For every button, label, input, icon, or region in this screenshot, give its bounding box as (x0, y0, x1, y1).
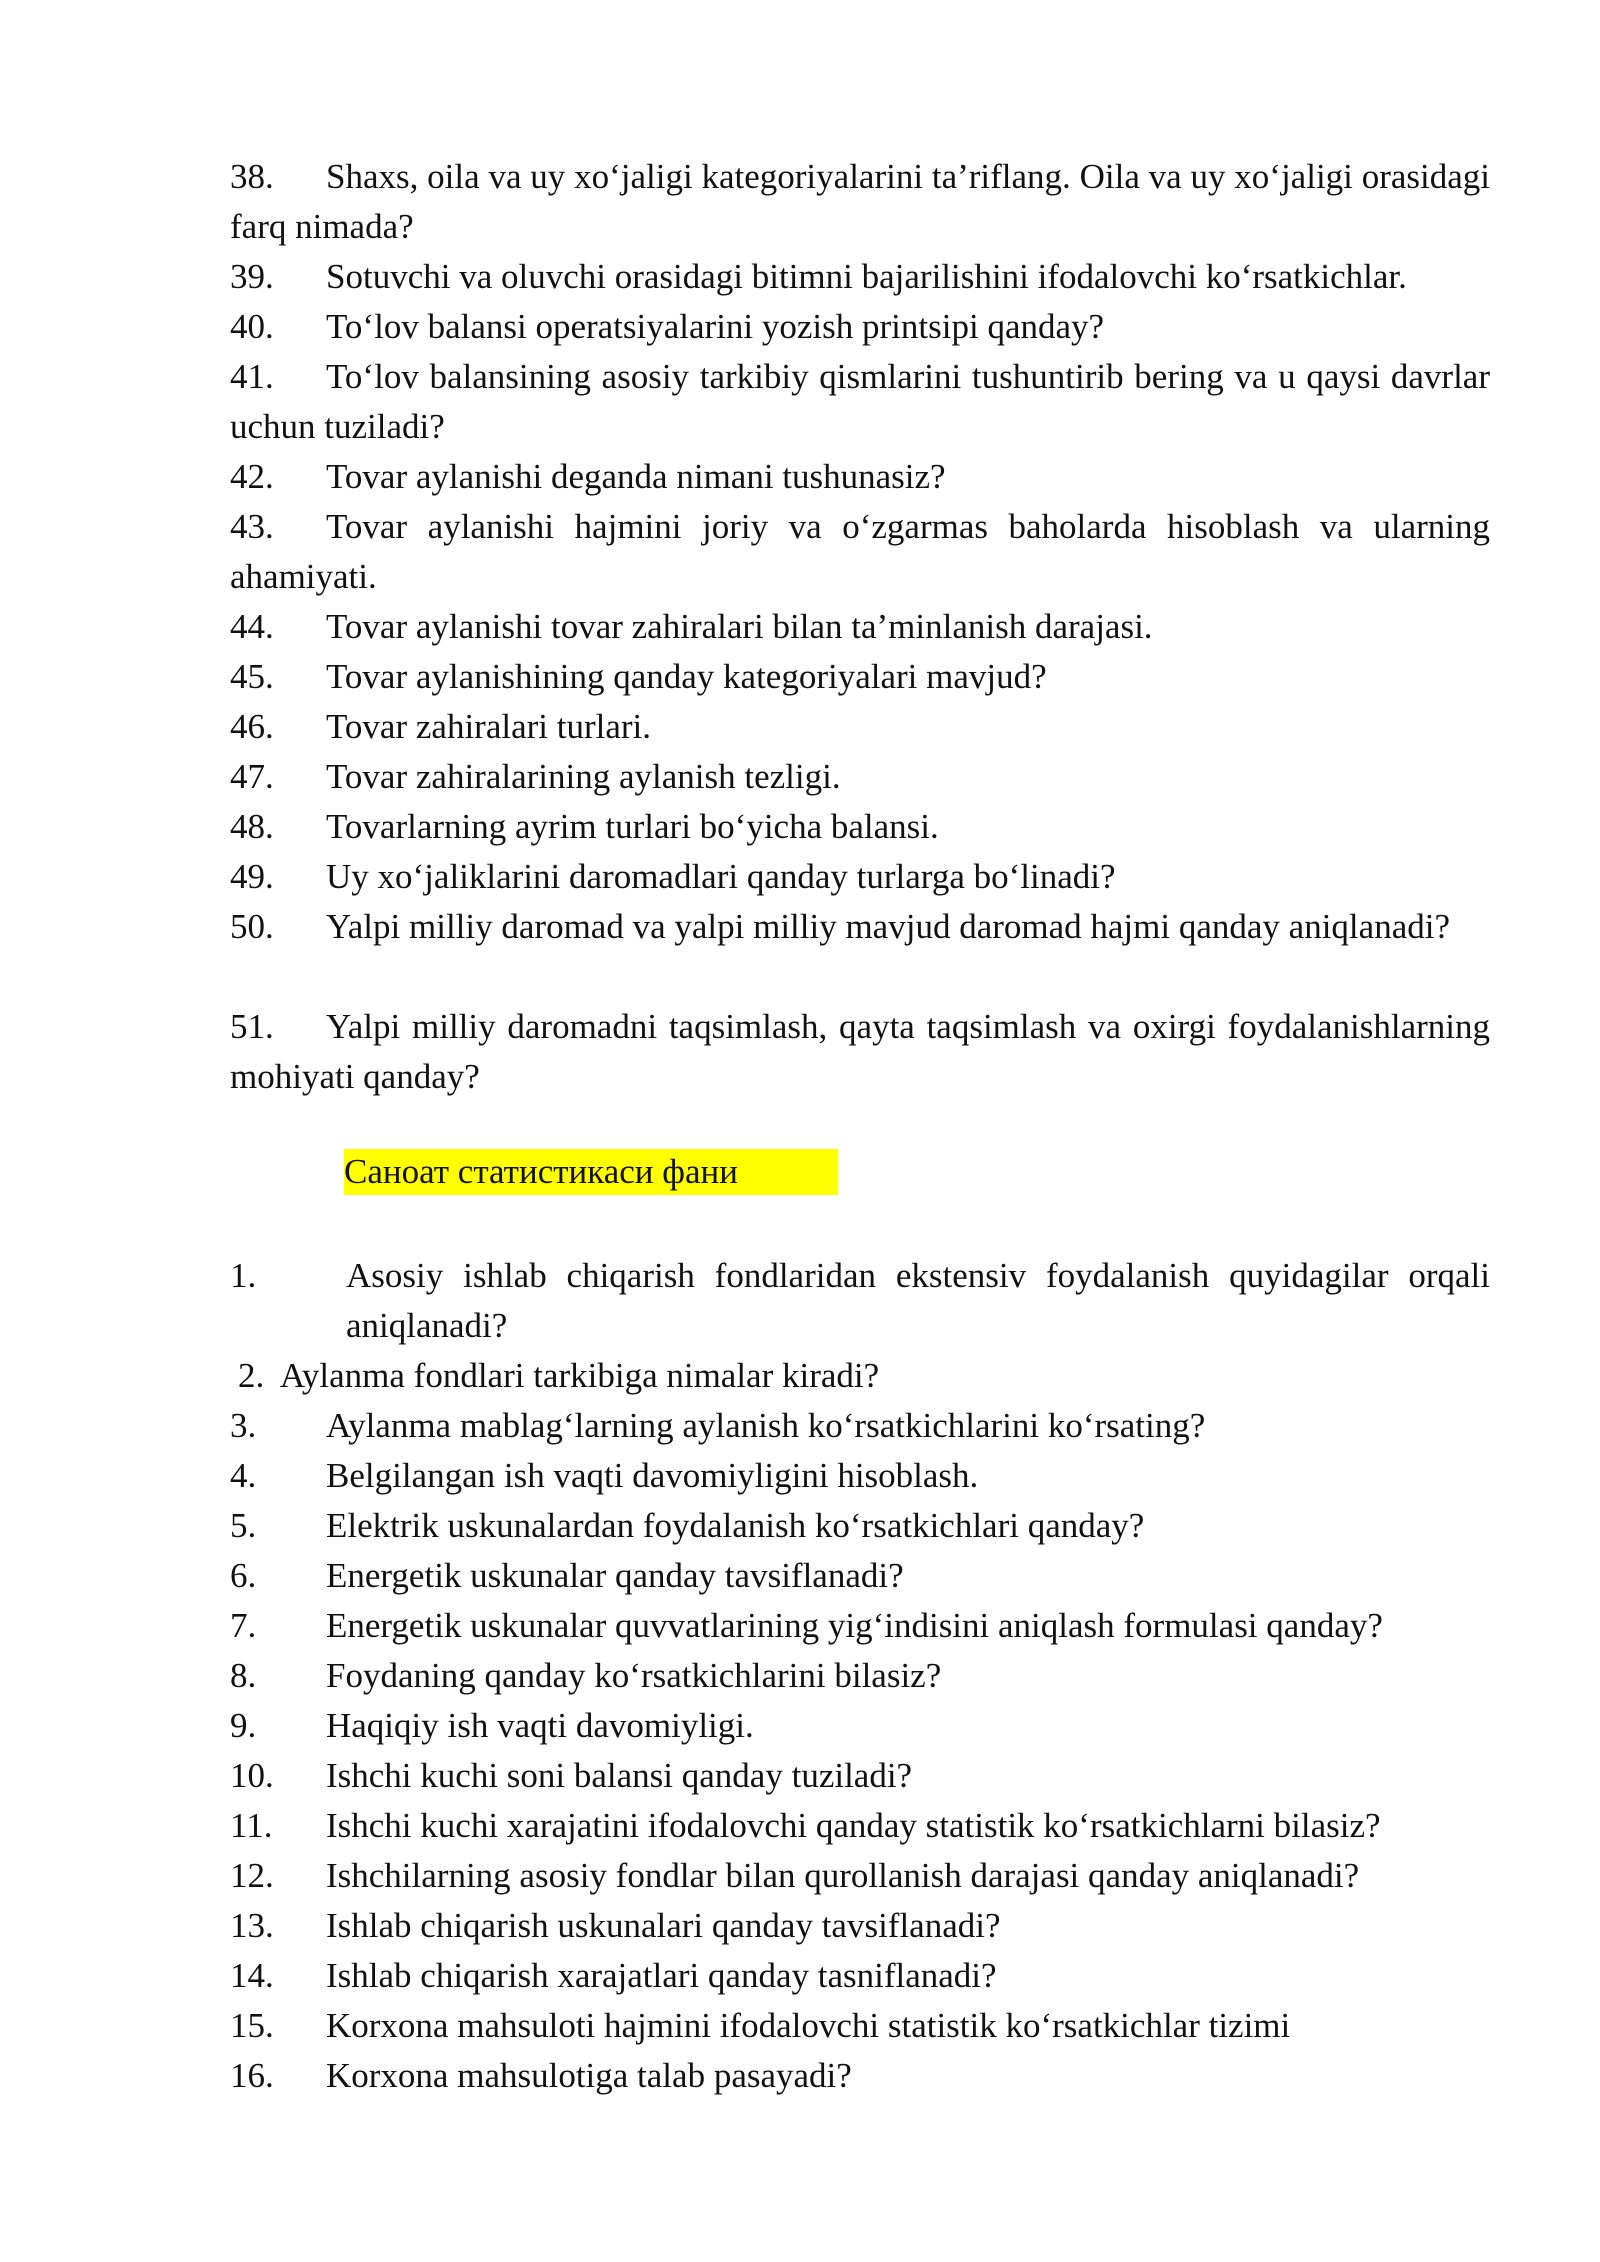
list-item (230, 1002, 1490, 1102)
item-number: 44. (230, 607, 274, 646)
item-text: Elektrik uskunalardan foydalanish ko‘rsatkichlari qanday? (326, 1506, 1145, 1545)
item-number: 13. (230, 1906, 274, 1945)
item-text: Ishchilarning asosiy fondlar bilan qurollanish darajasi qanday aniqlanadi? (326, 1856, 1360, 1895)
section-heading: Саноат статистикаси фани (344, 1149, 838, 1195)
list-item (230, 452, 1490, 502)
list-item (230, 1901, 1490, 1951)
item-number: 38. (230, 157, 274, 196)
item-number: 4. (230, 1456, 257, 1495)
item-text: Foydaning qanday ko‘rsatkichlarini bilasiz? (326, 1656, 942, 1695)
item-text: Tovar zahiralarining aylanish tezligi. (326, 757, 841, 796)
item-number: 9. (230, 1706, 257, 1745)
list-item (238, 1351, 1498, 1401)
item-text: Haqiqiy ish vaqti davomiyligi. (326, 1706, 754, 1745)
item-number: 47. (230, 757, 274, 796)
item-number: 39. (230, 257, 274, 296)
list-item (230, 1701, 1490, 1751)
item-number: 10. (230, 1756, 274, 1795)
item-number: 45. (230, 657, 274, 696)
list-item (230, 1601, 1490, 1651)
list-item (230, 1851, 1490, 1901)
item-text: Belgilangan ish vaqti davomiyligini hisoblash. (326, 1456, 979, 1495)
item-text: To‘lov balansi operatsiyalarini yozish printsipi qanday? (326, 307, 1105, 346)
item-label: Aylanma fondlari tarkibiga nimalar kiradi? (279, 1356, 880, 1395)
list-item (230, 852, 1490, 902)
list-item (230, 1951, 1490, 2001)
item-number: 3. (230, 1406, 257, 1445)
item-number: 49. (230, 857, 274, 896)
item-number: 6. (230, 1556, 257, 1595)
item-number: 12. (230, 1856, 274, 1895)
item-number: 7. (230, 1606, 257, 1645)
list-item (230, 502, 1490, 602)
item-number: 50. (230, 907, 274, 946)
item-text: Asosiy ishlab chiqarish fondlaridan ekstensiv foydalanish quyidagilar orqali aniqlanadi? (346, 1256, 1490, 1345)
item-text: Uy xo‘jaliklarini daromadlari qanday turlarga bo‘linadi? (326, 857, 1116, 896)
list-item (230, 702, 1490, 752)
list-item (230, 1751, 1490, 1801)
item-number: 14. (230, 1956, 274, 1995)
list-item (230, 302, 1490, 352)
item-text: Ishchi kuchi soni balansi qanday tuziladi? (326, 1756, 913, 1795)
list-item (230, 2051, 1490, 2101)
item-number: 43. (230, 507, 274, 546)
item-text: To‘lov balansining asosiy tarkibiy qismlarini tushuntirib bering va u qaysi davrlar uchun tuziladi? (230, 357, 1490, 446)
list-item (230, 1551, 1490, 1601)
list-item (230, 652, 1490, 702)
item-number: 16. (230, 2056, 274, 2095)
list-item (230, 1401, 1490, 1451)
list-item (230, 352, 1490, 452)
item-number: 11. (230, 1806, 273, 1845)
item-number: 46. (230, 707, 274, 746)
item-text: Tovar zahiralari turlari. (326, 707, 652, 746)
list-item (230, 2001, 1490, 2051)
item-text: Ishlab chiqarish xarajatlari qanday tasniflanadi? (326, 1956, 997, 1995)
list-item (230, 752, 1490, 802)
item-text: Yalpi milliy daromad va yalpi milliy mavjud daromad hajmi qanday aniqlanadi? (326, 907, 1450, 946)
list-item (230, 1451, 1490, 1501)
item-text: Tovar aylanishining qanday kategoriyalari mavjud? (326, 657, 1047, 696)
item-text: Shaxs, oila va uy xo‘jaligi kategoriyalarini ta’riflang. Oila va uy xo‘jaligi orasidagi farq nimada? (230, 157, 1490, 246)
item-number: 8. (230, 1656, 257, 1695)
item-number: 48. (230, 807, 274, 846)
item-text: Yalpi milliy daromadni taqsimlash, qayta taqsimlash va oxirgi foydalanishlarning mohiyati qanday? (230, 1007, 1490, 1096)
item-text: Tovar aylanishi tovar zahiralari bilan ta’minlanish darajasi. (326, 607, 1153, 646)
list-item (230, 1801, 1490, 1851)
item-number: 41. (230, 357, 274, 396)
list-item (230, 152, 1490, 252)
list-item (230, 902, 1490, 952)
list-item (230, 602, 1490, 652)
item-number: 1. (230, 1256, 257, 1295)
list-item (230, 1651, 1490, 1701)
item-number: 42. (230, 457, 274, 496)
item-number: 5. (230, 1506, 257, 1545)
item-text: Ishchi kuchi xarajatini ifodalovchi qanday statistik ko‘rsatkichlarni bilasiz? (326, 1806, 1381, 1845)
item-text: Tovar aylanishi deganda nimani tushunasiz? (326, 457, 946, 496)
item-text: Energetik uskunalar quvvatlarining yig‘indisini aniqlash formulasi qanday? (326, 1606, 1383, 1645)
item-number: 51. (230, 1007, 274, 1046)
list-item (230, 1251, 1490, 1351)
item-text (238, 1351, 1498, 1401)
item-number: 40. (230, 307, 274, 346)
list-item (230, 802, 1490, 852)
item-text: Korxona mahsulotiga talab pasayadi? (326, 2056, 852, 2095)
item-text: Tovarlarning ayrim turlari bo‘yicha balansi. (326, 807, 939, 846)
item-text: Korxona mahsuloti hajmini ifodalovchi statistik ko‘rsatkichlar tizimi (326, 2006, 1291, 2045)
item-number: 15. (230, 2006, 274, 2045)
list-item (230, 252, 1490, 302)
item-number: 2. (238, 1356, 265, 1395)
item-text: Tovar aylanishi hajmini joriy va o‘zgarmas baholarda hisoblash va ularning ahamiyati. (230, 507, 1490, 596)
item-text: Energetik uskunalar qanday tavsiflanadi? (326, 1556, 904, 1595)
item-text: Sotuvchi va oluvchi orasidagi bitimni bajarilishini ifodalovchi ko‘rsatkichlar. (326, 257, 1407, 296)
list-item (230, 1501, 1490, 1551)
item-text: Aylanma mablag‘larning aylanish ko‘rsatkichlarini ko‘rsating? (326, 1406, 1206, 1445)
item-text: Ishlab chiqarish uskunalari qanday tavsiflanadi? (326, 1906, 1001, 1945)
